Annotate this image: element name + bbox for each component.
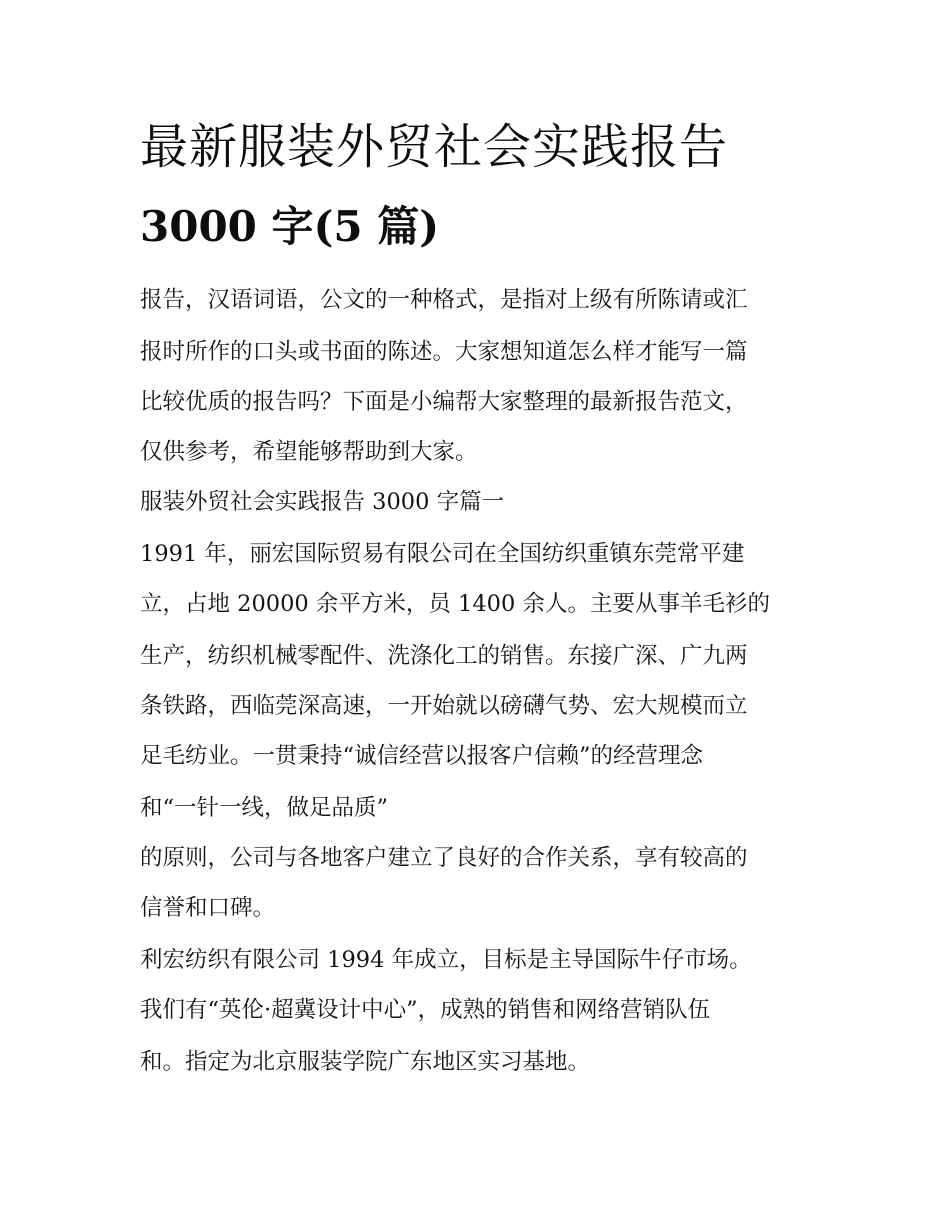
section-heading: 服装外贸社会实践报告 3000 字篇一 bbox=[140, 489, 505, 515]
paragraph-line: 的原则，公司与各地客户建立了良好的合作关系，享有较高的 bbox=[140, 845, 748, 871]
paragraph-line: 足毛纺业。一贯秉持“诚信经营以报客户信赖”的经营理念 bbox=[140, 743, 704, 769]
paragraph-line: 1991 年，丽宏国际贸易有限公司在全国纺织重镇东莞常平建 bbox=[140, 541, 745, 567]
paragraph-line: 条铁路，西临莞深高速，一开始就以磅礴气势、宏大规模而立 bbox=[140, 693, 748, 719]
paragraph-line: 和。指定为北京服装学院广东地区实习基地。 bbox=[140, 1049, 591, 1075]
document-title-subtitle: 3000 字(5 篇) bbox=[140, 202, 440, 251]
paragraph-line: 立，占地 20000 余平方米，员 1400 余人。主要从事羊毛衫的 bbox=[140, 591, 770, 617]
paragraph-line: 和“一针一线，做足品质” bbox=[140, 795, 389, 821]
paragraph-line: 生产，纺织机械零配件、洗涤化工的销售。东接广深、广九两 bbox=[140, 643, 748, 669]
paragraph-line: 我们有“英伦·超冀设计中心”，成熟的销售和网络营销队伍 bbox=[140, 997, 711, 1023]
paragraph-line: 报时所作的口头或书面的陈述。大家想知道怎么样才能写一篇 bbox=[140, 339, 748, 365]
paragraph-line: 比较优质的报告吗？下面是小编帮大家整理的最新报告范文， bbox=[140, 389, 748, 415]
paragraph-line: 利宏纺织有限公司 1994 年成立，目标是主导国际牛仔市场。 bbox=[140, 947, 752, 973]
paragraph-line: 仅供参考，希望能够帮助到大家。 bbox=[140, 439, 478, 465]
document-title: 最新服装外贸社会实践报告 bbox=[140, 119, 729, 175]
paragraph-line: 信誉和口碑。 bbox=[140, 895, 276, 921]
paragraph-line: 报告，汉语词语，公文的一种格式，是指对上级有所陈请或汇 bbox=[140, 287, 748, 313]
